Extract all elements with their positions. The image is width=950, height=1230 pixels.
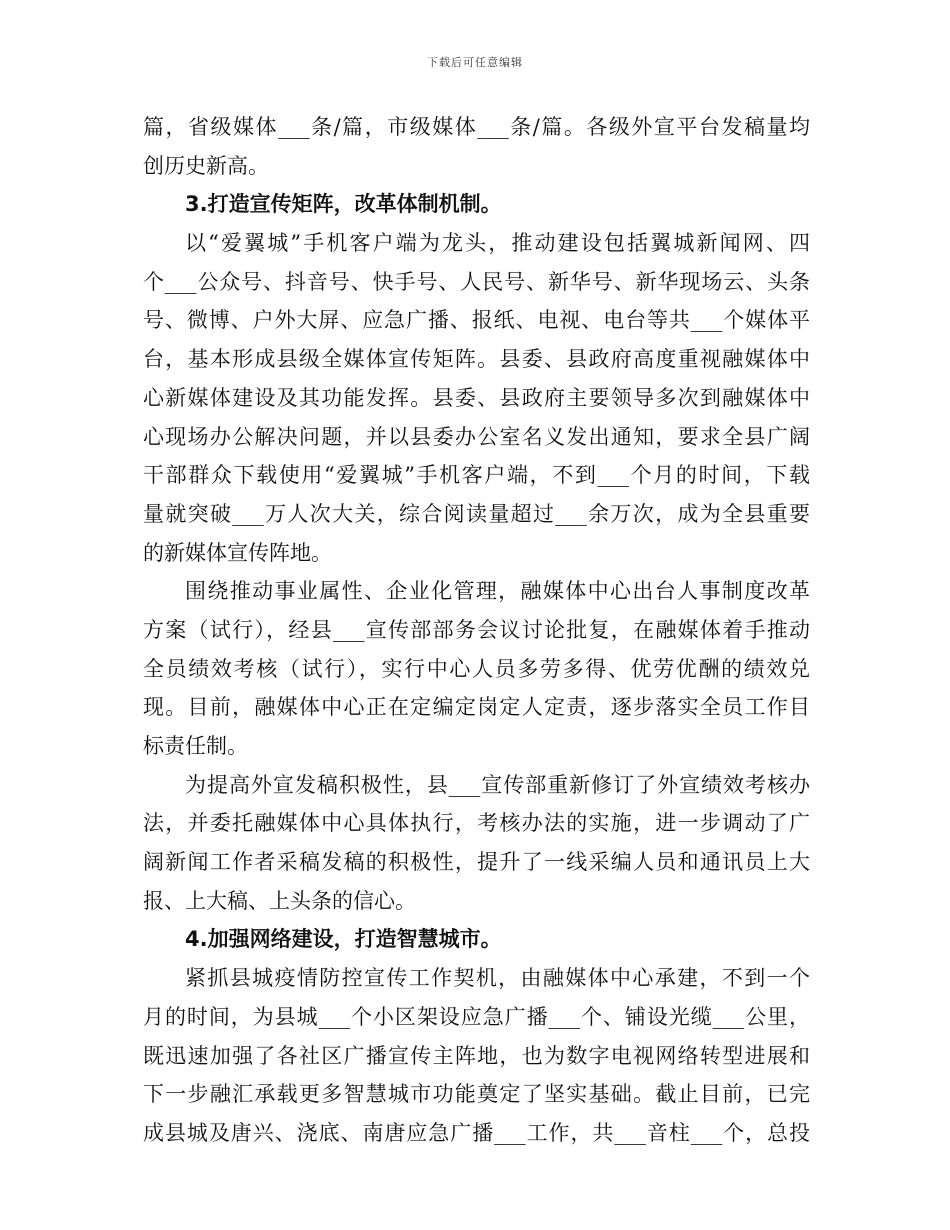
text-line: 法，并委托融媒体中心具体执行，考核办法的实施，进一步调动了广 bbox=[143, 811, 810, 836]
text-line: 紧抓县城疫情防控宣传工作契机，由融媒体中心承建，不到一个 bbox=[185, 966, 810, 991]
text-line: 月的时间，为县城___个小区架设应急广播___个、铺设光缆___公里， bbox=[143, 1004, 810, 1029]
text-line: 篇，省级媒体___条/篇，市级媒体___条/篇。各级外宣平台发稿量均 bbox=[143, 115, 810, 139]
text-line: 为提高外宣发稿积极性，县___宣传部重新修订了外宣绩效考核办 bbox=[185, 772, 810, 797]
document-body bbox=[143, 108, 810, 1153]
text-line: 阔新闻工作者采稿发稿的积极性，提升了一线采编人员和通讯员上大 bbox=[143, 850, 810, 875]
text-line: 的新媒体宣传阵地。 bbox=[143, 540, 332, 565]
text-line: 号、微博、户外大屏、应急广播、报纸、电视、电台等共___个媒体平 bbox=[143, 308, 810, 333]
text-line: 全员绩效考核（试行），实行中心人员多劳多得、优劳优酬的绩效兑 bbox=[143, 656, 810, 681]
text-line: 既迅速加强了各社区广播宣传主阵地，也为数字电视网络转型进展和 bbox=[143, 1043, 810, 1068]
text-line: 台，基本形成县级全媒体宣传矩阵。县委、县政府高度重视融媒体中 bbox=[143, 347, 810, 372]
text-line: 心新媒体建设及其功能发挥。县委、县政府主要领导多次到融媒体中 bbox=[143, 385, 810, 410]
text-line: 个___公众号、抖音号、快手号、人民号、新华号、新华现场云、头条 bbox=[143, 269, 810, 294]
text-line: 干部群众下载使用“爱翼城”手机客户端，不到___个月的时间，下载 bbox=[143, 463, 810, 488]
page-header: 下载后可任意编辑 bbox=[427, 56, 523, 69]
section-heading: 3.打造宣传矩阵，改革体制机制。 bbox=[185, 192, 502, 217]
text-line: 成县城及唐兴、浇底、南唐应急广播___工作，共___音柱___个，总投 bbox=[143, 1120, 810, 1145]
text-line: 心现场办公解决问题，并以县委办公室名义发出通知，要求全县广阔 bbox=[143, 424, 810, 449]
text-line: 创历史新高。 bbox=[143, 153, 269, 178]
text-line: 量就突破___万人次大关，综合阅读量超过___余万次，成为全县重要 bbox=[143, 501, 810, 526]
text-line: 围绕推动事业属性、企业化管理，融媒体中心出台人事制度改革 bbox=[185, 579, 810, 604]
text-line: 下一步融汇承载更多智慧城市功能奠定了坚实基础。截止目前，已完 bbox=[143, 1082, 810, 1107]
text-line: 方案（试行），经县___宣传部部务会议讨论批复，在融媒体着手推动 bbox=[143, 617, 810, 642]
text-line: 以“爱翼城”手机客户端为龙头，推动建设包括翼城新闻网、四 bbox=[185, 231, 810, 256]
text-line: 报、上大稿、上头条的信心。 bbox=[143, 888, 416, 913]
section-heading: 4.加强网络建设，打造智慧城市。 bbox=[185, 927, 502, 952]
text-line: 标责任制。 bbox=[143, 734, 248, 758]
text-line: 现。目前，融媒体中心正在定编定岗定人定责，逐步落实全员工作目 bbox=[143, 695, 810, 720]
